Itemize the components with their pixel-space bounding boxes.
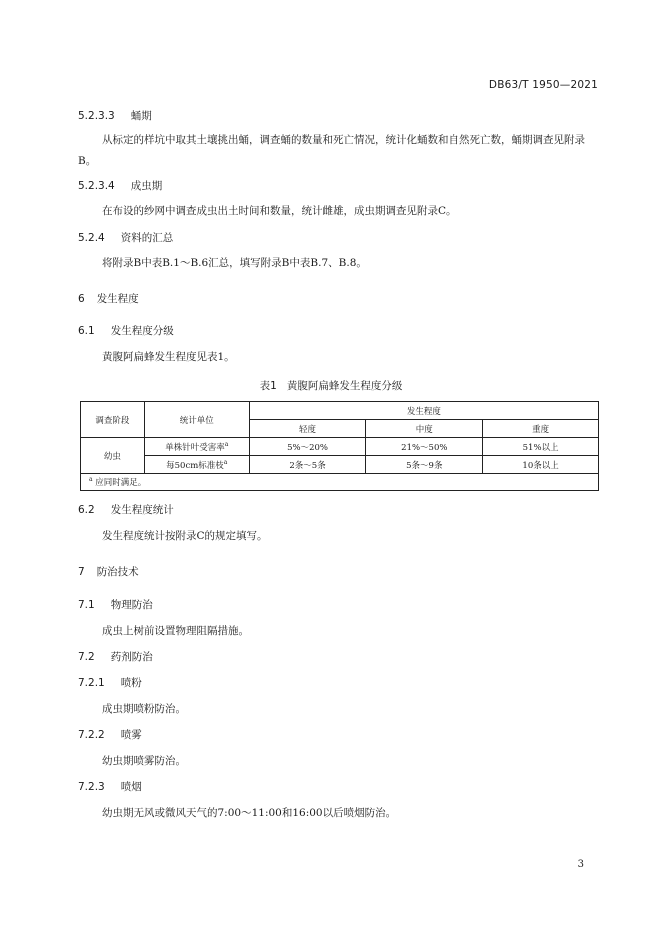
section-number: 6.2	[78, 504, 95, 516]
section-title: 发生程度分级	[110, 325, 174, 337]
section-number: 7	[78, 566, 85, 578]
section-title: 防治技术	[96, 566, 139, 578]
paragraph-adult-survey: 在布设的纱网中调查成虫出土时间和数量，统计雌雄，成虫期调查见附录C。	[102, 205, 457, 217]
footnote-mark: a	[224, 440, 229, 448]
heading-7-2-3	[78, 779, 142, 794]
header-level-light: 轻度	[249, 420, 366, 438]
paragraph-physical-control: 成虫上树前设置物理阻隔措施。	[102, 625, 249, 637]
section-title: 成虫期	[130, 180, 163, 192]
cell-stage-larva: 幼虫	[81, 438, 145, 474]
section-title: 物理防治	[110, 599, 153, 611]
cell-value: 2条～5条	[249, 456, 366, 474]
heading-7-1	[78, 597, 153, 612]
cell-value: 21%～50%	[366, 438, 483, 456]
table-note-row	[81, 474, 599, 491]
section-title: 发生程度	[96, 293, 139, 305]
section-number: 5.2.3.3	[78, 110, 115, 122]
paragraph-degree-statistics: 发生程度统计按附录C的规定填写。	[102, 530, 268, 542]
header-level-medium: 中度	[366, 420, 483, 438]
table-caption-number: 表1	[259, 380, 277, 392]
paragraph-data-summary: 将附录B中表B.1～B.6汇总，填写附录B中表B.7、B.8。	[102, 257, 367, 269]
section-number: 5.2.4	[78, 232, 105, 244]
section-title: 资料的汇总	[120, 232, 174, 244]
section-number: 7.1	[78, 599, 95, 611]
table-caption	[0, 378, 662, 393]
heading-7-2-1	[78, 675, 142, 690]
section-number: 6	[78, 293, 85, 305]
cell-value: 5%～20%	[249, 438, 366, 456]
cell-value: 10条以上	[483, 456, 599, 474]
section-number: 7.2	[78, 651, 95, 663]
unit-label: 每50cm标准枝	[166, 460, 224, 471]
section-title: 喷粉	[120, 677, 142, 689]
paragraph-smoking: 幼虫期无风或微风天气的7:00～11:00和16:00以后喷烟防治。	[102, 807, 397, 819]
heading-5-2-3-4	[78, 178, 162, 193]
header-level-heavy: 重度	[483, 420, 599, 438]
section-title: 发生程度统计	[110, 504, 174, 516]
table-caption-title: 黄腹阿扁蜂发生程度分级	[286, 380, 403, 392]
occurrence-degree-table	[80, 401, 599, 491]
document-id: DB63/T 1950—2021	[488, 79, 598, 91]
heading-5-2-4	[78, 230, 173, 245]
heading-7-2	[78, 649, 153, 664]
section-title: 药剂防治	[110, 651, 153, 663]
section-number: 7.2.2	[78, 729, 105, 741]
header-unit: 统计单位	[144, 402, 249, 438]
note-text: 应同时满足。	[95, 478, 147, 488]
heading-6	[78, 291, 139, 306]
footnote-mark: a	[89, 476, 93, 484]
heading-7-2-2	[78, 727, 142, 742]
cell-value: 51%以上	[483, 438, 599, 456]
paragraph-pupa-survey: 从标定的样坑中取其土壤挑出蛹，调查蛹的数量和死亡情况，统计化蛹数和自然死亡数，蛹期调查见附录B。	[78, 134, 585, 167]
section-title: 蛹期	[130, 110, 152, 122]
cell-unit	[144, 456, 249, 474]
footnote-mark: a	[223, 458, 228, 466]
cell-unit	[144, 438, 249, 456]
heading-6-2	[78, 502, 174, 517]
paragraph-dusting: 成虫期喷粉防治。	[102, 703, 186, 715]
paragraph-see-table: 黄腹阿扁蜂发生程度见表1。	[102, 351, 235, 363]
table-header-row	[81, 402, 599, 420]
table-row	[81, 456, 599, 474]
heading-6-1	[78, 323, 174, 338]
heading-7	[78, 564, 139, 579]
section-title: 喷烟	[120, 781, 142, 793]
paragraph-spraying: 幼虫期喷雾防治。	[102, 755, 186, 767]
heading-5-2-3-3	[78, 108, 152, 123]
page-number: 3	[577, 859, 584, 870]
section-number: 7.2.3	[78, 781, 105, 793]
section-number: 7.2.1	[78, 677, 105, 689]
section-number: 5.2.3.4	[78, 180, 115, 192]
table-note	[81, 474, 599, 491]
table-row	[81, 438, 599, 456]
unit-label: 单株针叶受害率	[165, 442, 225, 453]
section-number: 6.1	[78, 325, 95, 337]
header-stage: 调查阶段	[81, 402, 145, 438]
header-degree: 发生程度	[249, 402, 598, 420]
cell-value: 5条～9条	[366, 456, 483, 474]
section-title: 喷雾	[120, 729, 142, 741]
